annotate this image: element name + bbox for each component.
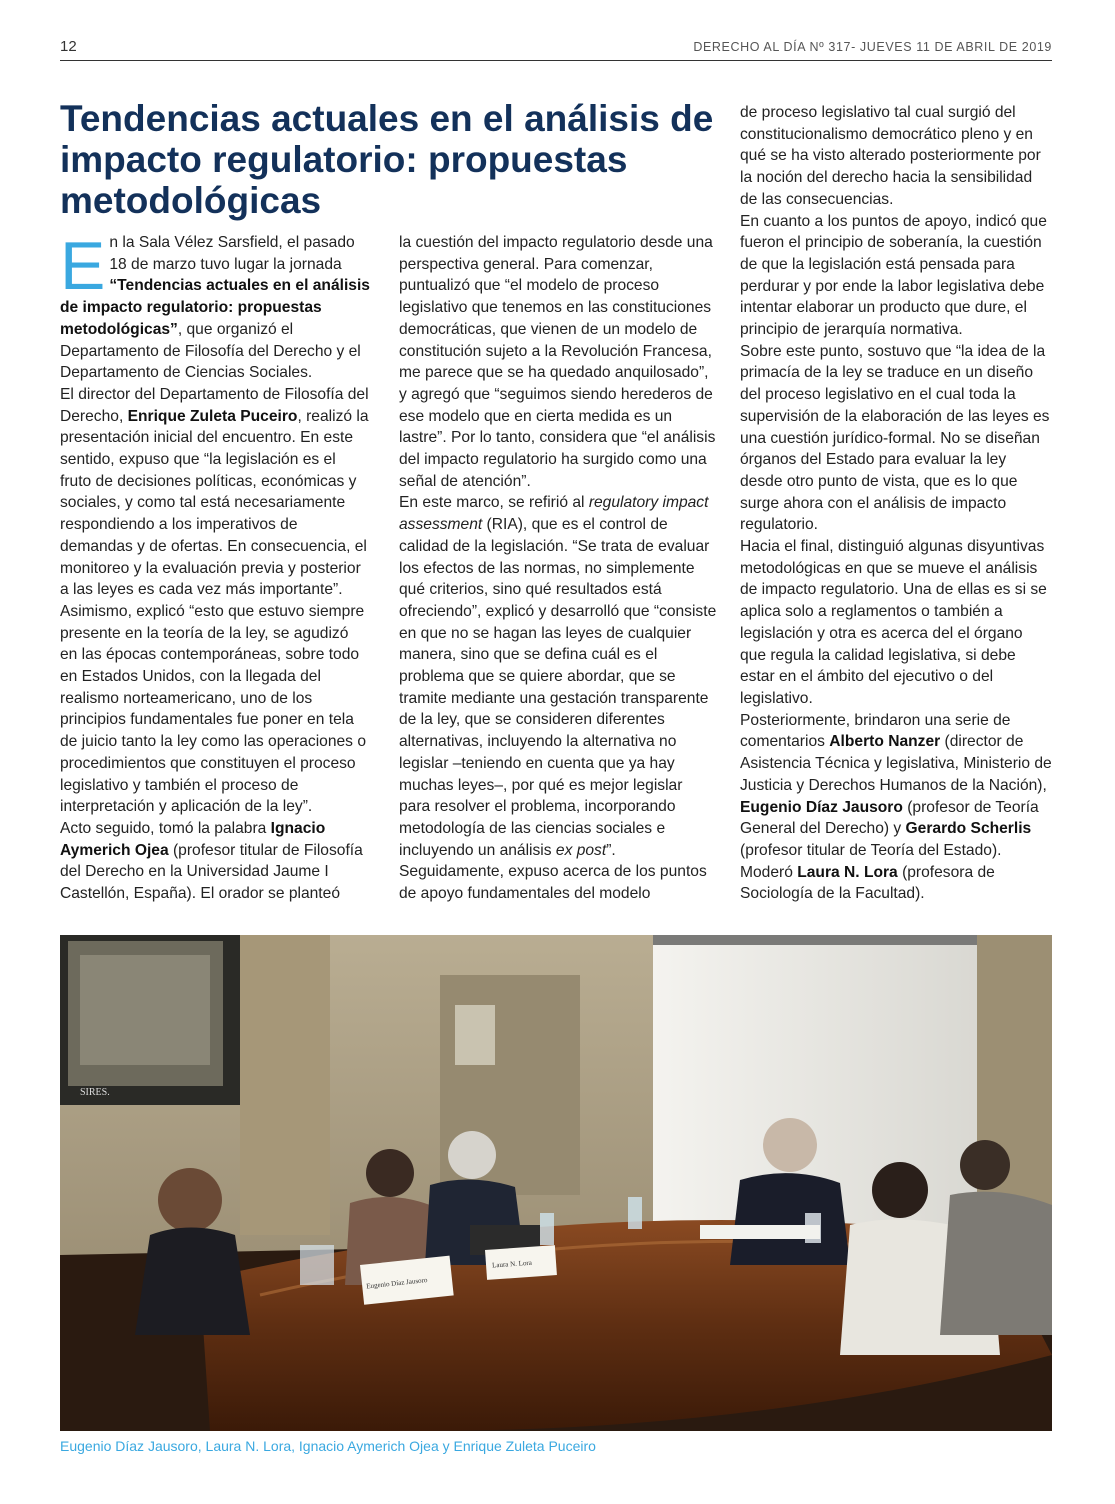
text: (profesora de Sociología de la Facultad). xyxy=(740,863,995,903)
text: Acto seguido, tomó la palabra xyxy=(60,819,271,837)
paragraph xyxy=(399,492,717,861)
meeting-photo-illustration xyxy=(60,935,1052,1431)
paragraph xyxy=(740,710,1052,905)
drop-cap: E xyxy=(60,228,106,304)
italic-term: ex post xyxy=(555,841,607,859)
italic-term: regulatory impact assessment xyxy=(399,494,709,534)
column-1 xyxy=(60,228,370,905)
paragraph xyxy=(60,228,370,384)
text: (profesor titular de Filosofía del Derecho en la Universidad Jaume I Castellón, España). El orador se planteó xyxy=(60,841,363,903)
paragraph: Sobre este punto, sostuvo que “la idea de la primacía de la ley se traduce en un diseño del proceso legislativo en el cual toda la supervisión de la elaboración de las leyes es una cuestión jurídico-formal. No se diseñan órganos del Estado para evaluar la ley desde otro punto de vista, que es lo que surge ahora con el análisis de impacto regulatorio. xyxy=(740,342,1050,534)
text: Posteriormente, brindaron una serie de comentarios xyxy=(740,711,1011,751)
text: El director del Departamento de Filosofía del Derecho, xyxy=(60,385,369,425)
photo-caption: Eugenio Díaz Jausoro, Laura N. Lora, Ignacio Aymerich Ojea y Enrique Zuleta Puceiro xyxy=(60,1438,596,1454)
paragraph: En cuanto a los puntos de apoyo, indicó que fueron el principio de soberanía, la cuestión de que la legislación está pensada para perdurar y por ende la labor legislativa debe intentar elaborar un producto que dure, el principio de jerarquía normativa. xyxy=(740,212,1047,339)
text: n la Sala Vélez Sarsfield, el pasado 18 de marzo tuvo lugar la jornada xyxy=(109,234,355,273)
paragraph xyxy=(60,818,370,905)
page-number: 12 xyxy=(60,38,77,55)
person-name: Laura N. Lora xyxy=(797,863,898,881)
text: En este marco, se refirió al xyxy=(399,494,589,512)
text: (director de Asistencia Técnica y legislativa, Ministerio de Justicia y Derechos Humanos de la Nación), xyxy=(740,733,1052,794)
person-name: Gerardo Scherlis xyxy=(905,820,1032,838)
paragraph: de proceso legislativo tal cual surgió del constitucionalismo democrático pleno y en qué se ha visto alterado posteriormente por la noción del derecho hacia la sensibilidad de las consecuencias. xyxy=(740,104,1041,208)
text: (profesor titular de Teoría del Estado). Moderó xyxy=(740,841,1002,881)
meeting-photo xyxy=(60,935,1052,1431)
paragraph: la cuestión del impacto regulatorio desde una perspectiva general. Para comenzar, puntualizó que “el modelo de proceso legislativo que tenemos en las constituciones democráticas, que vienen de un modelo de constitución sujeto a la Revolución Francesa, me parece que se ha quedado anquilosado”, y agregó que “seguimos siendo herederos de ese modelo que en cierta medida es un lastre”. Por lo tanto, considera que “el análisis del impacto regulatorio ha surgido como una señal de atención”. xyxy=(399,234,716,490)
text: (profesor de Teoría General del Derecho) y xyxy=(740,798,1039,838)
event-title-bold: “Tendencias actuales en el análisis de impacto regulatorio: propuestas metodológicas” xyxy=(60,277,370,338)
publication-info: DERECHO AL DÍA Nº 317- JUEVES 11 DE ABRIL DE 2019 xyxy=(693,40,1052,54)
paragraph: Seguidamente, expuso acerca de los puntos de apoyo fundamentales del modelo xyxy=(399,863,707,903)
person-name: Enrique Zuleta Puceiro xyxy=(127,407,298,425)
page-header xyxy=(60,38,1052,61)
paragraph: Hacia el final, distinguió algunas disyuntivas metodológicas en que se mueve el análisis de impacto regulatorio. Una de ellas es si se aplica solo a reglamentos o también a legislación y otra es acerca del el órgano que regula la calidad legislativa, si debe estar en el ámbito del ejecutivo o del legislativo. xyxy=(740,538,1047,707)
column-2 xyxy=(399,232,717,905)
column-3 xyxy=(740,102,1052,905)
paragraph xyxy=(60,384,370,818)
person-name: Ignacio Aymerich Ojea xyxy=(60,819,326,859)
artwork-caption: SIRES. xyxy=(80,1087,110,1098)
placard-2: Laura N. Lora xyxy=(491,1258,533,1270)
article-title: Tendencias actuales en el análisis de impacto regulatorio: propuestas metodológicas xyxy=(60,98,714,221)
text: , que organizó el Departamento de Filosofía del Derecho y el Departamento de Ciencias Sociales. xyxy=(60,320,361,382)
placard-1: Eugenio Díaz Jausoro xyxy=(365,1276,428,1291)
text: ”. xyxy=(606,841,616,859)
text: (RIA), que es el control de calidad de la legislación. “Se trata de evaluar los efectos de las normas, no simplemente qué criterios, sino qué resultados está ofreciendo”, explicó y desarrolló que “consiste en que no se hagan las leyes de cualquier manera, sino que se defina cuál es el problema que se quiere abordar, que se tramite mediante una gestación transparente de la ley, que se consideren diferentes alternativas, incluyendo la alternativa no legislar –teniendo en cuenta que ya hay muchas leyes–, por qué es mejor legislar para resolver el problema, incorporando metodología de las ciencias sociales e incluyendo un análisis xyxy=(399,516,717,859)
text: , realizó la presentación inicial del encuentro. En este sentido, expuso que “la legislación es el fruto de decisiones políticas, económicas y sociales, y como tal está necesariamente respondiendo a los imperativos de demandas y de ofertas. En consecuencia, el monitoreo y la evaluación previa y posterior a las leyes es cada vez más importante”. Asimismo, explicó “esto que estuvo siempre presente en la teoría de la ley, se agudizó en las épocas contemporáneas, sobre todo en Estados Unidos, con la llegada del realismo norteamericano, uno de los principios fundamentales fue poner en tela de juicio tanto la ley como las operaciones o procedimientos que constituyen el proceso legislativo y también el proceso de interpretación y aplicación de la ley”. xyxy=(60,407,369,816)
person-name: Eugenio Díaz Jausoro xyxy=(740,798,903,816)
person-name: Alberto Nanzer xyxy=(829,733,941,751)
